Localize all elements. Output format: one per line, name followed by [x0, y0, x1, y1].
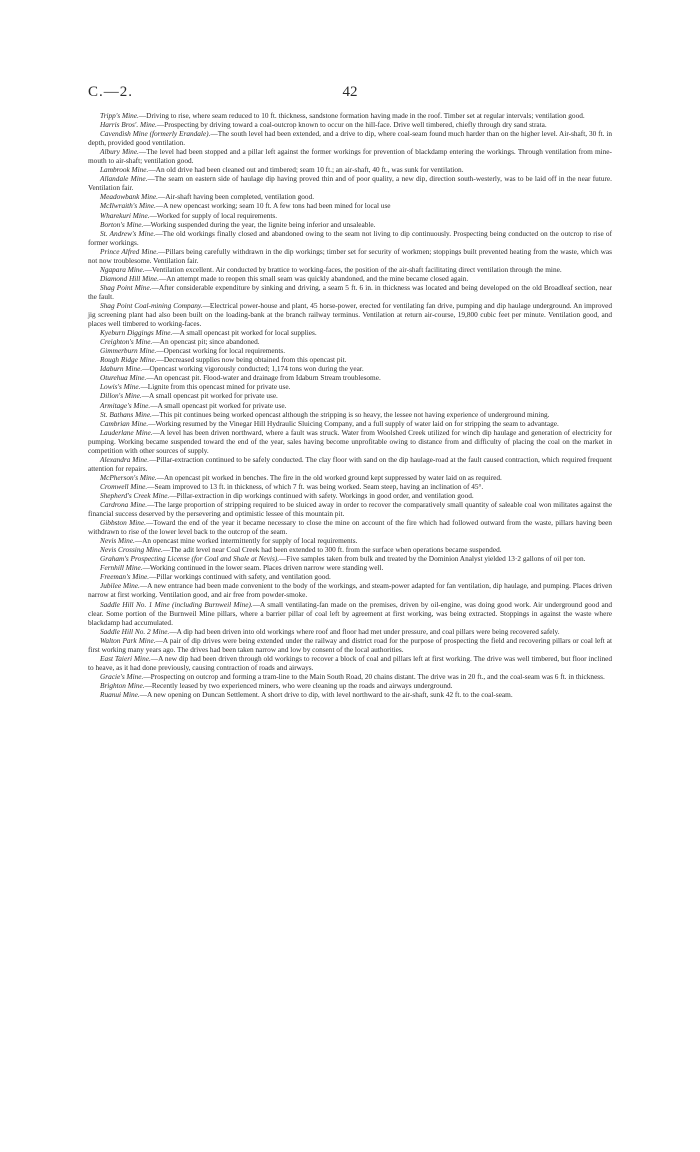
mine-name: Cromwell Mine. — [100, 481, 148, 491]
mine-paragraph — [88, 500, 612, 518]
mine-paragraph — [88, 346, 612, 355]
mine-report-text: —A pair of dip drives were being extended under the railway and district road for the purpose of prospecting the field and recovering pillars or coal left at first working many years ago. The drives had been taken narrow and low by consent of the local authorities. — [88, 635, 612, 654]
mine-report-text: —A small ventilating-fan made on the premises, driven by oil-engine, was doing good work. Air underground good and clear. Some portion of the Burnweil Mine pillars, where a barrier pillar of coal left by agreement at first working, was being extracted. Stoppings in against the waste where blackdamp had accumulated. — [88, 599, 612, 627]
mine-name: Ruanui Mine. — [100, 690, 140, 699]
mine-report-text: —Worked for supply of local requirements. — [149, 210, 278, 220]
mine-report-text: —Recently leased by two experienced miners, who were cleaning up the roads and airways underground. — [144, 680, 453, 690]
mine-report-text: —Decreased supplies now being obtained from this opencast pit. — [156, 355, 347, 365]
mine-paragraph — [88, 283, 612, 301]
mine-name: St. Bathans Mine. — [100, 409, 152, 419]
mine-name: Gracie's Mine. — [100, 671, 144, 681]
mine-name: Albury Mine. — [100, 147, 139, 157]
mine-name: Freeman's Mine. — [100, 572, 150, 582]
mine-report-text: —Pillar workings continued with safety, and ventilation good. — [149, 572, 331, 582]
mine-report-text: —The seam on eastern side of haulage dip having proved thin and of poor quality, a new dip, direction south-westerly, was to be laid off in the near future. Ventilation fair. — [88, 174, 612, 193]
mine-report-text: —Prospecting on outcrop and forming a tram-line to the Main South Road, 20 chains distant. The drive was in 20 ft., and the coal-seam was 6 ft. in thickness. — [143, 671, 605, 681]
mine-report-text: —An opencast pit; since abandoned. — [152, 337, 260, 347]
mine-report-text: —A new dip had been driven through old workings to recover a block of coal and pillars left at first working. The drive was well timbered, but floor inclined to heave, as it had done previously, causing contraction of roads and airways. — [88, 653, 613, 672]
mine-name: Allandale Mine. — [100, 174, 148, 184]
mine-report-text: —An opencast pit. Flood-water and drainage from Idaburn Stream troublesome. — [146, 373, 381, 383]
mine-name: Armitage's Mine. — [100, 400, 151, 410]
mine-paragraph — [88, 355, 612, 364]
mine-paragraph — [88, 563, 612, 572]
report-body — [88, 111, 612, 699]
page-number: 42 — [342, 84, 358, 100]
mine-paragraph — [88, 301, 612, 328]
mine-paragraph — [88, 229, 612, 247]
mine-report-text: —A new entrance had been made convenient to the body of the workings, and steam-power adapted for fan ventilation, dip haulage, and pumping. Places driven narrow at first working. Ventilation good, and air free from powder-smoke. — [88, 581, 612, 600]
mine-paragraph — [88, 328, 612, 337]
mine-name: Saddle Hill No. 2 Mine. — [100, 626, 170, 636]
mine-name: Nevis Crossing Mine. — [100, 545, 163, 555]
mine-paragraph — [88, 247, 612, 265]
mine-report-text: —An old drive had been cleaned out and timbered; seam 10 ft.; an air-shaft, 40 ft., was sunk for ventilation. — [148, 165, 464, 175]
mine-name: Dillon's Mine. — [100, 391, 142, 401]
mine-report-text: —Seam improved to 13 ft. in thickness, of which 7 ft. was being worked. Seam steep, having an inclination of 45°. — [147, 481, 484, 491]
mine-paragraph — [88, 482, 612, 491]
mine-paragraph — [88, 192, 612, 201]
mine-paragraph — [88, 165, 612, 174]
mine-report-text: —Working suspended during the year, the lignite being inferior and unsaleable. — [143, 219, 376, 229]
mine-paragraph — [88, 274, 612, 283]
mine-report-text: —Five samples taken from bulk and treated by the Dominion Analyst yielded 13·2 gallons of oil per ton. — [279, 554, 586, 564]
mine-paragraph — [88, 690, 612, 699]
mine-paragraph — [88, 455, 612, 473]
mine-name: East Taieri Mine. — [100, 653, 151, 663]
mine-name: Shepherd's Creek Mine. — [100, 490, 170, 500]
mine-report-text: —Opencast working vigorously conducted; 1,174 tons won during the year. — [142, 364, 364, 374]
mine-name: Brighton Mine. — [100, 680, 145, 690]
mine-report-text: —Lignite from this opencast mined for private use. — [140, 382, 291, 392]
mine-name: Creighton's Mine. — [100, 337, 153, 347]
mine-paragraph — [88, 337, 612, 346]
mine-name: Ngapara Mine. — [100, 264, 145, 274]
mine-name: Shag Point Mine. — [100, 282, 152, 292]
mine-paragraph — [88, 174, 612, 192]
mine-report-text: —The old workings finally closed and abandoned owing to the seam not living to dip continuously. Prospecting being conducted on the outcrop to rise of former workings. — [88, 228, 613, 247]
mine-name: Kyeburn Diggings Mine. — [100, 328, 173, 338]
mine-report-text: —An attempt made to reopen this small seam was quickly abandoned, and the mine became closed again. — [158, 273, 469, 283]
mine-report-text: —The adit level near Coal Creek had been extended to 300 ft. from the surface when operations became suspended. — [162, 545, 502, 555]
mine-report-text: —A small opencast pit worked for private use. — [141, 391, 278, 401]
mine-report-text: —Driving to rise, where seam reduced to 10 ft. thickness, sandstone formation having made in the roof. Timber set at regular intervals; ventilation good. — [138, 111, 585, 120]
mine-name: Walton Park Mine. — [100, 635, 156, 645]
mine-paragraph — [88, 491, 612, 500]
mine-report-text: —Working continued in the lower seam. Places driven narrow were standing well. — [142, 563, 384, 573]
mine-report-text: —After considerable expenditure by sinking and driving, a seam 5 ft. 6 in. in thickness was located and being developed on the old Broadleaf section, near the fault. — [88, 282, 612, 301]
mine-name: Tripp's Mine. — [100, 111, 139, 120]
mine-name: Gimmerburn Mine. — [100, 346, 157, 356]
mine-report-text: —A small opencast pit worked for local supplies. — [172, 328, 317, 338]
mine-report-text: —A level has been driven northward, where a fault was struck. Water from Woolshed Creek utilized for winch dip haulage and generation of electricity for pumping. Working became suspended toward the end of the year, sales having become unprofitable owing to distance from and difficulty of placing the coal on the market in competition with other sources of supply. — [88, 427, 612, 455]
mine-report-text: —Toward the end of the year it became necessary to close the mine on account of the fire which had followed outward from the waste, pillars having been withdrawn to rise of the lower level back to the outcrop of the seam. — [88, 518, 612, 537]
mine-paragraph — [88, 220, 612, 229]
mine-paragraph — [88, 572, 612, 581]
mine-name: Rough Ridge Mine. — [100, 355, 157, 365]
mine-paragraph — [88, 373, 612, 382]
mine-paragraph — [88, 518, 612, 536]
mine-name: Idaburn Mine. — [100, 364, 143, 374]
mine-paragraph — [88, 681, 612, 690]
mine-report-text: —Air-shaft having been completed, ventilation good. — [157, 192, 315, 202]
mine-paragraph — [88, 545, 612, 554]
mine-report-text: —This pit continues being worked opencast although the stripping is so heavy, the lessee not having experience of underground mining. — [151, 409, 550, 419]
mine-report-text: —Electrical power-house and plant, 45 horse-power, erected for ventilating fan drive, pumping and dip haulage underground. An improved jig screening plant had also been built on the loading-bank at the branch railway terminus. Ventilation at return air-course, 19,800 cubic feet per minute. Ventilation good, and places well timbered to working-faces. — [88, 300, 613, 329]
mine-name: Nevis Mine. — [100, 536, 135, 546]
mine-report-text: —Prospecting by driving toward a coal-outcrop known to occur on the hill-face. Drive well timbered, chiefly through dry sand strata. — [156, 120, 547, 130]
mine-name: McPherson's Mine. — [100, 472, 157, 482]
mine-paragraph — [88, 201, 612, 210]
mine-paragraph — [88, 265, 612, 274]
mine-name: Lowis's Mine. — [100, 382, 141, 392]
mine-name: Saddle Hill No. 1 Mine (including Burnweil Mine). — [100, 599, 253, 609]
mine-report-text: —Pillars being carefully withdrawn in the dip workings; timber set for security of workmen; stoppings built prevented heating from the waste, which was not now troublesome. Ventilation fair. — [88, 246, 612, 265]
mine-report-text: —The level had been stopped and a pillar left against the former workings for prevention of blackdamp entering the workings. Through ventilation from mine-mouth to air-shaft; ventilation good. — [88, 147, 612, 166]
mine-paragraph — [88, 410, 612, 419]
mine-paragraph — [88, 581, 612, 599]
mine-paragraph — [88, 473, 612, 482]
mine-paragraph — [88, 627, 612, 636]
mine-paragraph — [88, 428, 612, 455]
page-header — [88, 84, 612, 104]
mine-paragraph — [88, 111, 612, 120]
mine-paragraph — [88, 536, 612, 545]
mine-paragraph — [88, 147, 612, 165]
mine-name: Lambrook Mine. — [100, 165, 149, 175]
mine-paragraph — [88, 636, 612, 654]
mine-paragraph — [88, 600, 612, 627]
mine-name: Prince Alfred Mine. — [100, 246, 159, 256]
mine-name: Harris Bros'. Mine. — [100, 120, 157, 130]
mine-report-text: —An opencast mine worked intermittently for supply of local requirements. — [134, 536, 358, 546]
mine-name: Shag Point Coal-mining Company. — [100, 300, 203, 310]
mine-paragraph — [88, 382, 612, 391]
mine-report-text: —A small opencast pit worked for private use. — [150, 400, 287, 410]
mine-name: Cavendish Mine (formerly Erandale). — [100, 129, 211, 139]
mine-report-text: —The south level had been extended, and a drive to dip, where coal-seam found much harder than on the higher level. Air-shaft, 30 ft. in depth, provided good ventilation. — [88, 129, 612, 148]
mine-report-text: —Ventilation excellent. Air conducted by brattice to working-faces, the position of the air-shaft facilitating direct ventilation through the mine. — [144, 264, 562, 274]
mine-paragraph — [88, 120, 612, 129]
mine-report-text: —A new opening on Duncan Settlement. A short drive to dip, with level northward to the air-shaft, sunk 42 ft. to the coal-seam. — [139, 690, 513, 699]
mine-name: Borton's Mine. — [100, 219, 144, 229]
mine-report-text: —A dip had been driven into old workings where roof and floor had met under pressure, and coal pillars were being recovered safely. — [169, 626, 560, 636]
mine-paragraph — [88, 419, 612, 428]
mine-name: McIlwraith's Mine. — [100, 201, 156, 211]
mine-paragraph — [88, 211, 612, 220]
mine-paragraph — [88, 401, 612, 410]
mine-name: Cardrona Mine. — [100, 500, 148, 510]
mine-paragraph — [88, 554, 612, 563]
mine-name: Lauderlane Mine. — [100, 427, 153, 437]
mine-report-text: —Working resumed by the Vinegar Hill Hydraulic Sluicing Company, and a full supply of water laid on for stripping the seam to advantage. — [148, 418, 559, 428]
mine-paragraph — [88, 672, 612, 681]
mine-name: Cambrian Mine. — [100, 418, 149, 428]
mine-paragraph — [88, 391, 612, 400]
mine-report-text: —Pillar-extraction in dip workings continued with safety. Workings in good order, and ventilation good. — [169, 490, 474, 500]
mine-name: Graham's Prospecting License (for Coal and Shale at Nevis). — [100, 554, 280, 564]
mine-name: Alexandra Mine. — [100, 454, 150, 464]
mine-report-text: —An opencast pit worked in benches. The fire in the old worked ground kept suppressed by water laid on as required. — [156, 472, 502, 482]
mine-name: St. Andrew's Mine. — [100, 228, 156, 238]
mine-paragraph — [88, 129, 612, 147]
mine-name: Meadowbank Mine. — [100, 192, 158, 202]
document-reference: C.—2. — [88, 84, 134, 100]
mine-name: Jubilee Mine. — [100, 581, 140, 591]
mine-paragraph — [88, 364, 612, 373]
mine-name: Wharekuri Mine. — [100, 210, 150, 220]
mine-name: Gibbston Mine. — [100, 518, 146, 528]
mine-name: Fernhill Mine. — [100, 563, 143, 573]
mine-name: Oturehua Mine. — [100, 373, 147, 383]
mine-report-text: —A new opencast working; seam 10 ft. A few tons had been mined for local use — [155, 201, 391, 211]
mine-report-text: —Opencast working for local requirements. — [156, 346, 286, 356]
mine-name: Diamond Hill Mine. — [100, 273, 159, 283]
mine-report-text: —The large proportion of stripping required to be sluiced away in order to recover the comparatively small quantity of saleable coal won militates against the financial success deserved by the persevering and optimistic lessee of this mountain pit. — [88, 500, 612, 519]
mine-report-text: —Pillar-extraction continued to be safely conducted. The clay floor with sand on the dip haulage-road at the fault caused contraction, which required frequent attention for repairs. — [88, 454, 612, 473]
mine-paragraph — [88, 654, 612, 672]
